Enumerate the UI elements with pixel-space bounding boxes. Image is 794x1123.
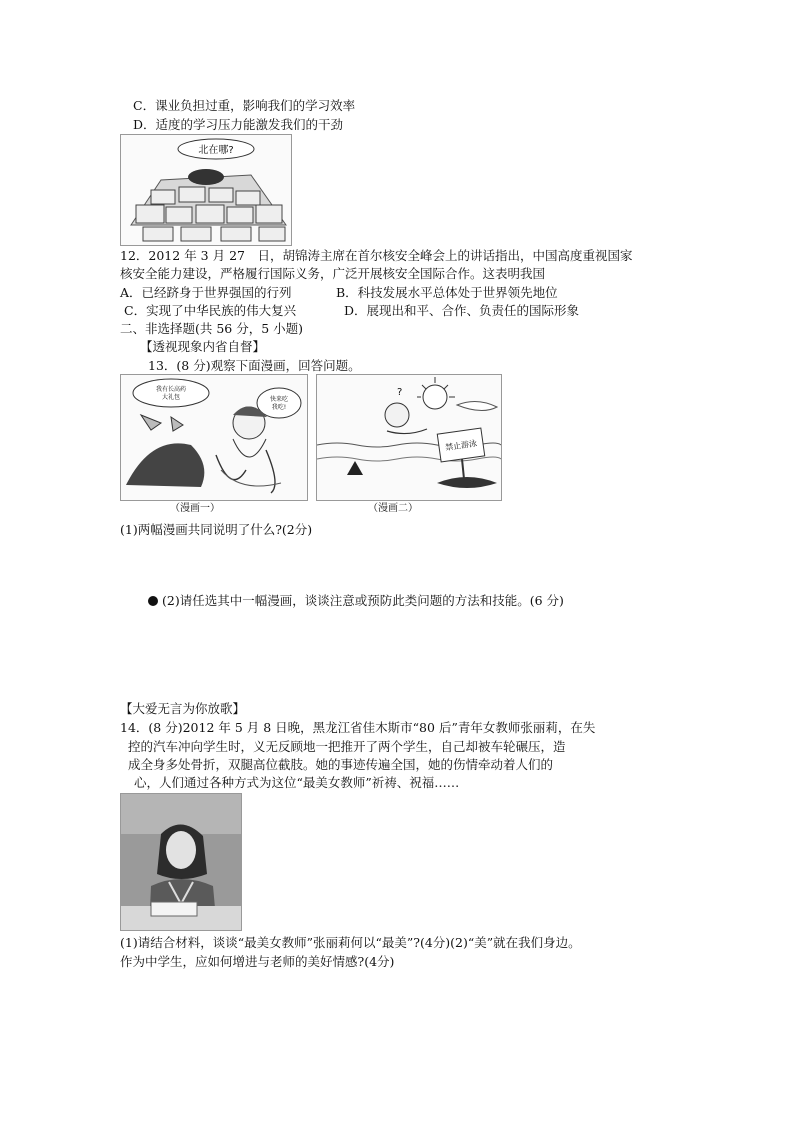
q12-option-b: B．科技发展水平总体处于世界领先地位 (336, 285, 558, 300)
q14-line3: 成全身多处骨折，双腿高位截肢。她的事迹传遍全国，她的伤情牵动着人们的 (128, 757, 554, 772)
q13-part2: (2)请任选其中一幅漫画，谈谈注意或预防此类问题的方法和技能。(6 分) (162, 593, 564, 608)
cartoon2-sign-text: 禁止游泳 (444, 438, 478, 453)
q11-option-d: D．适度的学习压力能激发我们的干劲 (133, 117, 344, 132)
svg-text:大礼包: 大礼包 (161, 394, 181, 401)
bullet-icon (148, 596, 158, 606)
q13-part2-row (148, 592, 564, 610)
cartoon1-bubble2-text: 快来吃 (269, 396, 289, 403)
q11-option-c: C．课业负担过重，影响我们的学习效率 (133, 98, 356, 113)
cartoon1-caption: （漫画一） (170, 503, 220, 514)
q12-option-c: C．实现了中华民族的伟大复兴 (124, 303, 297, 318)
q14-line1: 14．(8 分)2012 年 5 月 8 日晚，黑龙江省佳木斯市“80 后”青年女教师张丽莉，在失 (120, 720, 596, 735)
cartoon-two-image (316, 374, 502, 501)
q14-part2: 作为中学生，应如何增进与老师的美好情感?(4分) (120, 954, 395, 969)
section2-heading: 二、非选择题(共 56 分，5 小题) (120, 321, 304, 336)
svg-text:?: ? (397, 387, 403, 398)
q14-part1: (1)请结合材料，谈谈“最美女教师”张丽莉何以“最美”?(4分)(2)“美”就在我们身边。 (120, 935, 581, 950)
q12-option-a: A．已经跻身于世界强国的行列 (120, 285, 292, 300)
section2-subheading: 【透视现象内省自督】 (140, 339, 266, 354)
q13-part1: (1)两幅漫画共同说明了什么?(2分) (120, 522, 313, 537)
cartoon2-caption: （漫画二） (368, 503, 418, 514)
section3-heading: 【大爱无言为你放歌】 (120, 701, 246, 716)
cartoon-one-image (120, 374, 308, 501)
books-pile-image (120, 134, 292, 246)
books-bubble-text: 北在哪? (198, 145, 234, 156)
teacher-photo (120, 793, 242, 931)
q12-stem-line2: 核安全能力建设，严格履行国际义务，广泛开展核安全国际合作。这表明我国 (120, 266, 546, 281)
q12-stem-line1: 12．2012 年 3 月 27 日，胡锦涛主席在首尔核安全峰会上的讲话指出，中国高度重视国家 (120, 248, 633, 263)
q14-line4: 心，人们通过各种方式为这位“最美女教师”祈祷、祝福…… (134, 775, 460, 790)
cartoon1-bubble1-text: 我有长高药 (155, 386, 187, 393)
q14-line2: 控的汽车冲向学生时，义无反顾地一把推开了两个学生，自己却被车轮碾压，造 (128, 739, 566, 754)
q13-stem: 13．(8 分)观察下面漫画，回答问题。 (148, 358, 361, 373)
svg-text:我吃!: 我吃! (271, 404, 287, 411)
q12-option-d: D．展现出和平、合作、负责任的国际形象 (344, 303, 580, 318)
